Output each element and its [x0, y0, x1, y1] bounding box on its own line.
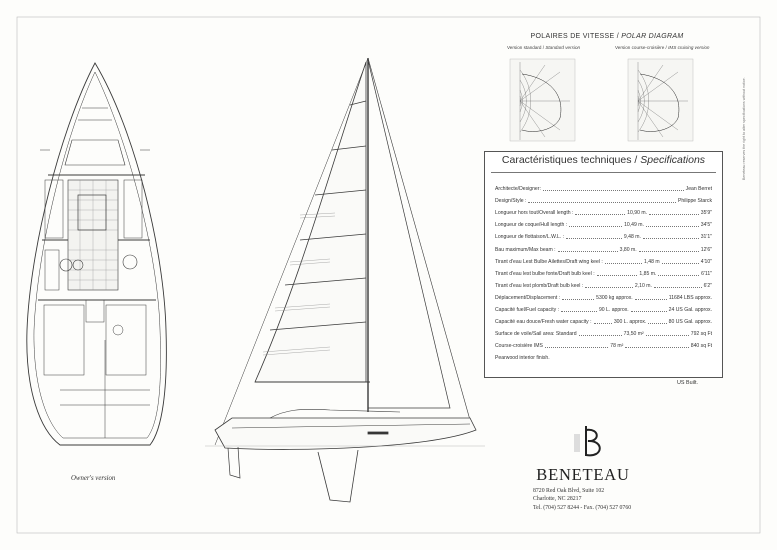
- spec-metric-value: 10,90 m.: [627, 210, 647, 217]
- spec-label: Tirant d'eau lest plomb/Draft bulb keel :: [495, 282, 584, 289]
- specs-heading-en: Specifications: [640, 154, 706, 166]
- spec-imperial-value: 840 sq Ft: [690, 343, 712, 350]
- spec-imperial-value: Philippe Starck: [678, 198, 712, 205]
- leader-dots: [558, 248, 618, 252]
- side-disclaimer: Beneteau reserves the right to alter specifications without notice.: [742, 77, 746, 180]
- address-line-2: Charlotte, NC 28217: [533, 496, 582, 503]
- spec-row: [495, 243, 712, 255]
- leader-dots: [648, 320, 666, 324]
- spec-metric-value: 1,85 m.: [639, 270, 657, 277]
- spec-row: [495, 340, 712, 352]
- spec-label: Architecte/Designer:: [495, 186, 541, 193]
- leader-dots: [639, 248, 699, 252]
- caption-ims-en: IMS cruising version: [668, 45, 710, 50]
- spec-metric-value: 5300 kg approx.: [596, 294, 633, 301]
- spec-imperial-value: 12'6": [700, 246, 713, 253]
- spec-row: [495, 207, 712, 219]
- spec-metric-value: 90 L. approx.: [598, 306, 629, 313]
- leader-dots: [646, 223, 699, 227]
- caption-standard-en: Standard version: [545, 45, 581, 50]
- spec-metric-value: 1,48 m: [643, 258, 660, 265]
- spec-imperial-value: 34'5": [700, 222, 713, 229]
- spec-label: Longueur hors tout/Overall length :: [495, 210, 574, 217]
- leader-dots: [646, 332, 689, 336]
- spec-metric-value: 78 m²: [610, 343, 624, 350]
- spec-row: [495, 304, 712, 316]
- spec-imperial-value: 80 US Gal. approx.: [668, 319, 712, 326]
- spec-metric-value: 3,80 m.: [619, 246, 637, 253]
- spec-imperial-value: 6'2": [703, 282, 713, 289]
- spec-row: [495, 316, 712, 328]
- spec-imperial-value: 792 sq Ft: [690, 331, 713, 338]
- spec-label: Tirant d'eau lest bulbe fonte/Draft bulb keel :: [495, 270, 595, 277]
- spec-metric-value: 10,49 m.: [624, 222, 644, 229]
- leader-dots: [662, 260, 699, 264]
- specifications-heading: Caractéristiques techniques / Specifications: [501, 154, 706, 166]
- leader-dots: [569, 223, 622, 227]
- caption-standard-fr: Version standard: [507, 45, 542, 50]
- leader-dots: [579, 332, 622, 336]
- polar-title-en: POLAR DIAGRAM: [621, 33, 684, 40]
- beneteau-logo-icon: [574, 426, 600, 456]
- leader-dots: [566, 235, 622, 239]
- caption-ims-fr: Version course-croisière: [615, 45, 665, 50]
- leader-dots: [643, 235, 699, 239]
- spec-label: Déplacement/Displacement :: [495, 294, 561, 301]
- leader-dots: [594, 320, 612, 324]
- spec-row: [495, 328, 712, 340]
- spec-row: [495, 352, 712, 364]
- leader-dots: [635, 296, 667, 300]
- spec-label: Surface de voile/Sail area: Standard: [495, 331, 577, 338]
- spec-imperial-value: 24 US Gal. approx.: [668, 306, 712, 313]
- leader-dots: [543, 187, 684, 191]
- spec-label: Tirant d'eau Lest Bulbe Ailettes/Draft wing keel :: [495, 258, 603, 265]
- leader-dots: [649, 211, 699, 215]
- brand-name: BENETEAU: [536, 465, 630, 484]
- spec-label: Bau maximum/Max beam :: [495, 246, 556, 253]
- spec-row: [495, 292, 712, 304]
- specifications-list: [495, 183, 712, 364]
- spec-imperial-value: 11684 LBS approx.: [668, 294, 712, 301]
- spec-row: [495, 231, 712, 243]
- spec-label: Longueur de flottaison/L.W.L. :: [495, 234, 565, 241]
- spec-row: [495, 256, 712, 268]
- polar-diagram-standard: [510, 59, 575, 141]
- spec-label: Capacité eau douce/Fresh water capacity :: [495, 319, 592, 326]
- leader-dots: [545, 344, 608, 348]
- spec-imperial-value: Jean Berret: [685, 186, 712, 193]
- dealer-address: [533, 487, 673, 512]
- spec-row: [495, 183, 712, 195]
- polar-diagram-ims: [628, 59, 693, 141]
- spec-metric-value: 2,10 m.: [634, 282, 652, 289]
- leader-dots: [562, 296, 594, 300]
- spec-imperial-value: 6'11": [701, 270, 713, 277]
- polar-title-fr: POLAIRES DE VITESSE: [530, 33, 615, 40]
- sail-plan-profile: [205, 58, 485, 502]
- leader-dots: [575, 211, 625, 215]
- spec-label: Design/Style :: [495, 198, 527, 205]
- spec-label: Capacité fuel/Fuel capacity :: [495, 306, 559, 313]
- specifications-box: [484, 151, 723, 378]
- leader-dots: [585, 284, 633, 288]
- address-line-1: 8720 Red Oak Blvd, Suite 102: [533, 488, 605, 494]
- leader-dots: [597, 272, 638, 276]
- spec-metric-value: 300 L. approx.: [613, 319, 647, 326]
- spec-metric-value: 9,48 m.: [623, 234, 641, 241]
- leader-dots: [658, 272, 699, 276]
- leader-dots: [654, 284, 702, 288]
- spec-metric-value: 73,50 m²: [623, 331, 644, 338]
- leader-dots: [605, 260, 642, 264]
- spec-label: Course-croisière IMS: [495, 343, 543, 350]
- us-built-note: US Built.: [677, 380, 698, 386]
- leader-dots: [631, 308, 667, 312]
- phone-fax: Tel. (704) 527 8244 - Fax. (704) 527 0760: [533, 504, 632, 511]
- deck-layout-plan: [27, 63, 167, 445]
- polar-caption-ims: Version course-croisière / IMS cruising version: [615, 45, 710, 50]
- spec-imperial-value: 31'1": [700, 234, 712, 241]
- leader-dots: [625, 344, 688, 348]
- specs-heading-fr: Caractéristiques techniques: [501, 154, 632, 166]
- spec-label: Longueur de coque/Hull length :: [495, 222, 568, 229]
- spec-row: [495, 280, 712, 292]
- spec-row: [495, 219, 712, 231]
- leader-dots: [561, 308, 597, 312]
- leader-dots: [528, 199, 676, 203]
- polar-caption-standard: Version standard / Standard version: [507, 45, 581, 50]
- spec-imperial-value: 35'9": [700, 210, 713, 217]
- spec-label: Pearwood interior finish.: [495, 355, 550, 362]
- heading-divider: [491, 172, 716, 173]
- polar-diagram-title: POLAIRES DE VITESSE / POLAR DIAGRAM: [530, 33, 684, 40]
- owner-version-caption: Owner's version: [71, 475, 116, 482]
- spec-row: [495, 195, 712, 207]
- spec-row: [495, 268, 712, 280]
- spec-imperial-value: 4'10": [700, 258, 713, 265]
